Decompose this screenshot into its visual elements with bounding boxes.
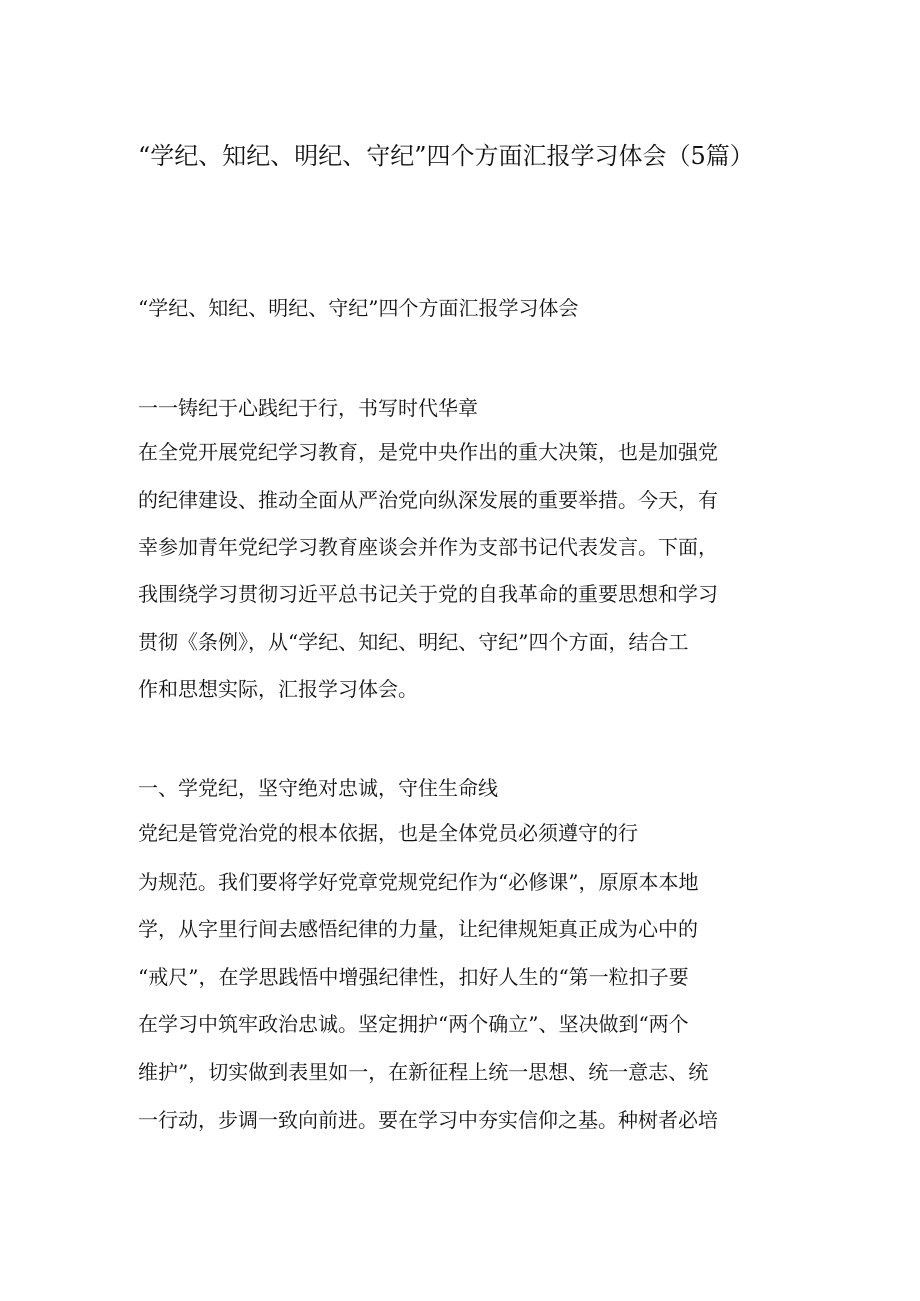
paragraph-line: 党纪是管党治党的根本依据，也是全体党员必须遵守的行 [138,821,638,845]
section-heading-1: 一、学党纪，坚守绝对忠诚，守住生命线 [138,776,498,800]
paragraph-line: 维护”，切实做到表里如一，在新征程上统一思想、统一意志、统 [138,1060,709,1084]
section-heading-intro: 一一铸纪于心践纪于行，书写时代华章 [138,396,478,420]
document-title: “学纪、知纪、明纪、守纪”四个方面汇报学习体会（5篇） [138,142,754,170]
paragraph-line: 为规范。我们要将学好党章党规党纪作为“必修课”，原原本本地 [138,870,699,894]
paragraph-line: 贯彻《条例》，从“学纪、知纪、明纪、守纪”四个方面，结合工 [138,630,689,654]
paragraph-line: 一行动，步调一致向前进。要在学习中夯实信仰之基。种树者必培 [138,1108,718,1132]
paragraph-line: 在学习中筑牢政治忠诚。坚定拥护“两个确立”、坚决做到“两个 [138,1012,689,1036]
paragraph-line: 在全党开展党纪学习教育，是党中央作出的重大决策，也是加强党 [138,440,718,464]
paragraph-line: 的纪律建设、推动全面从严治党向纵深发展的重要举措。今天，有 [138,488,718,512]
document-subtitle: “学纪、知纪、明纪、守纪”四个方面汇报学习体会 [138,296,579,320]
paragraph-line: 作和思想实际，汇报学习体会。 [138,677,418,701]
paragraph-line: 学，从字里行间去感悟纪律的力量，让纪律规矩真正成为心中的 [138,917,698,941]
paragraph-line: 我围绕学习贯彻习近平总书记关于党的自我革命的重要思想和学习 [138,582,718,606]
paragraph-line: 幸参加青年党纪学习教育座谈会并作为支部书记代表发言。下面， [138,535,718,559]
paragraph-line: “戒尺”，在学思践悟中增强纪律性，扣好人生的“第一粒扣子要 [138,965,689,989]
